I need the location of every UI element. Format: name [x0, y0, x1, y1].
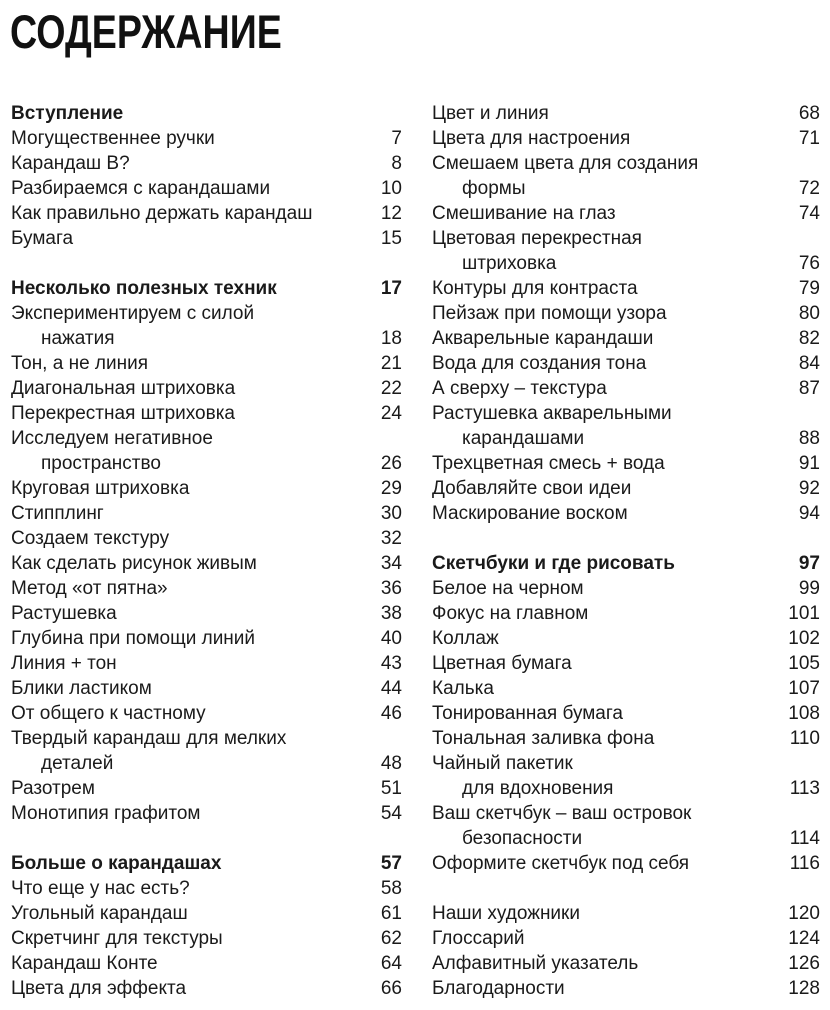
- toc-page-number: 113: [789, 778, 820, 799]
- toc-left-column: [11, 101, 402, 1001]
- toc-page-number: 72: [798, 178, 820, 199]
- toc-page-number: 88: [798, 428, 820, 449]
- toc-entry: [11, 926, 402, 951]
- toc-entry-title: Контуры для контраста: [432, 278, 638, 299]
- toc-entry-title: Что еще у нас есть?: [11, 878, 190, 899]
- toc-entry: [11, 601, 402, 626]
- toc-entry-title: Тональная заливка фона: [432, 728, 655, 749]
- toc-entry: [432, 701, 820, 726]
- toc-entry: [432, 901, 820, 926]
- toc-page-number: 8: [391, 153, 402, 174]
- toc-entry-title: Растушевка: [11, 603, 117, 624]
- toc-entry: [432, 826, 820, 851]
- toc-page-number: 71: [798, 128, 820, 149]
- toc-entry: [11, 126, 402, 151]
- toc-page-number: 48: [380, 753, 402, 774]
- toc-entry-title: Метод «от пятна»: [11, 578, 168, 599]
- toc-page-number: 51: [380, 778, 402, 799]
- toc-entry: [432, 451, 820, 476]
- toc-page-number: 7: [391, 128, 402, 149]
- toc-page-number: 120: [788, 903, 820, 924]
- toc-entry-title: Трехцветная смесь + вода: [432, 453, 665, 474]
- toc-entry-title: Тон, а не линия: [11, 353, 149, 374]
- toc-page-number: 124: [788, 928, 820, 949]
- toc-page-number: 99: [798, 578, 820, 599]
- toc-page-number: 58: [380, 878, 402, 899]
- toc-entry: [432, 176, 820, 201]
- toc-entry: [432, 426, 820, 451]
- toc-entry: [11, 151, 402, 176]
- toc-page-number: 105: [788, 653, 820, 674]
- toc-entry-title: От общего к частному: [11, 703, 206, 724]
- toc-entry: [432, 251, 820, 276]
- toc-entry-title: Больше о карандашах: [11, 853, 222, 874]
- toc-page-number: 30: [380, 503, 402, 524]
- toc-page-number: 22: [380, 378, 402, 399]
- toc-entry: [432, 226, 820, 251]
- toc-page-number: 82: [798, 328, 820, 349]
- toc-entry-title: Исследуем негативное: [11, 428, 213, 449]
- toc-entry-title: безопасности: [462, 828, 583, 849]
- toc-page-number: 97: [798, 553, 820, 574]
- toc-page-number: 66: [380, 978, 402, 999]
- toc-entry-title: Как правильно держать карандаш: [11, 203, 313, 224]
- toc-page-number: 38: [380, 603, 402, 624]
- toc-page-number: 24: [380, 403, 402, 424]
- toc-entry-title: карандашами: [462, 428, 585, 449]
- toc-entry-title: Стипплинг: [11, 503, 104, 524]
- toc-entry-title: Глоссарий: [432, 928, 525, 949]
- toc-page-number: 29: [380, 478, 402, 499]
- toc-entry: [11, 501, 402, 526]
- toc-entry: [11, 401, 402, 426]
- toc-entry: [11, 426, 402, 451]
- toc-page-number: 128: [788, 978, 820, 999]
- toc-entry-title: деталей: [41, 753, 114, 774]
- toc-page-number: 62: [380, 928, 402, 949]
- toc-page-number: 68: [798, 103, 820, 124]
- toc-page-number: 12: [380, 203, 402, 224]
- toc-entry: [11, 176, 402, 201]
- toc-entry: [11, 776, 402, 801]
- toc-entry-title: нажатия: [41, 328, 115, 349]
- toc-entry: [432, 326, 820, 351]
- toc-page-number: 80: [798, 303, 820, 324]
- toc-entry: [11, 301, 402, 326]
- toc-entry-title: для вдохновения: [462, 778, 614, 799]
- toc-page-number: 57: [380, 853, 402, 874]
- toc-page-number: 26: [380, 453, 402, 474]
- toc-entry-title: Белое на черном: [432, 578, 584, 599]
- toc-entry-title: Угольный карандаш: [11, 903, 188, 924]
- toc-page-number: 15: [380, 228, 402, 249]
- toc-entry: [11, 551, 402, 576]
- toc-entry: [11, 326, 402, 351]
- toc-entry-title: Скетчбуки и где рисовать: [432, 553, 675, 574]
- section-gap: [11, 826, 402, 851]
- toc-page-number: 17: [380, 278, 402, 299]
- section-gap: [432, 526, 820, 551]
- toc-entry: [432, 576, 820, 601]
- toc-entry: [432, 776, 820, 801]
- toc-entry-title: Пейзаж при помощи узора: [432, 303, 667, 324]
- toc-page-number: 44: [380, 678, 402, 699]
- toc-entry-title: Алфавитный указатель: [432, 953, 639, 974]
- toc-entry-title: Блики ластиком: [11, 678, 152, 699]
- toc-page-number: 94: [798, 503, 820, 524]
- toc-entry-title: Перекрестная штриховка: [11, 403, 236, 424]
- toc-entry: [432, 151, 820, 176]
- toc-entry: [432, 926, 820, 951]
- toc-page-number: 46: [380, 703, 402, 724]
- toc-entry-title: Линия + тон: [11, 653, 117, 674]
- toc-entry-title: Чайный пакетик: [432, 753, 573, 774]
- toc-page-number: 40: [380, 628, 402, 649]
- toc-entry-title: Разотрем: [11, 778, 95, 799]
- toc-entry: [11, 701, 402, 726]
- toc-entry: [11, 801, 402, 826]
- toc-page-number: 34: [380, 553, 402, 574]
- toc-entry-title: Тонированная бумага: [432, 703, 623, 724]
- toc-entry-title: Монотипия графитом: [11, 803, 201, 824]
- toc-entry: [11, 901, 402, 926]
- toc-entry-title: Диагональная штриховка: [11, 378, 236, 399]
- toc-entry-title: Круговая штриховка: [11, 478, 190, 499]
- toc-entry: [11, 626, 402, 651]
- toc-right-column: [432, 101, 820, 1001]
- toc-page-number: 91: [798, 453, 820, 474]
- toc-entry: [11, 976, 402, 1001]
- toc-page-number: 126: [788, 953, 820, 974]
- toc-entry: [11, 951, 402, 976]
- toc-entry-title: Смешивание на глаз: [432, 203, 616, 224]
- toc-entry-title: штриховка: [462, 253, 557, 274]
- toc-entry-title: Смешаем цвета для создания: [432, 153, 699, 174]
- toc-entry-title: Наши художники: [432, 903, 580, 924]
- toc-entry-title: Вода для создания тона: [432, 353, 647, 374]
- toc-entry-title: Благодарности: [432, 978, 565, 999]
- toc-page-number: 110: [789, 728, 820, 749]
- toc-page-number: 76: [798, 253, 820, 274]
- toc-entry-title: Могущественнее ручки: [11, 128, 215, 149]
- section-gap: [11, 251, 402, 276]
- toc-entry: [432, 976, 820, 1001]
- toc-entry-title: Акварельные карандаши: [432, 328, 654, 349]
- toc-page-number: 64: [380, 953, 402, 974]
- toc-section-heading: [11, 851, 402, 876]
- toc-page-number: 102: [788, 628, 820, 649]
- toc-entry-title: Цвет и линия: [432, 103, 549, 124]
- toc-entry-title: Цветная бумага: [432, 653, 572, 674]
- toc-entry-title: Маскирование воском: [432, 503, 628, 524]
- toc-entry: [11, 726, 402, 751]
- toc-page-number: 54: [380, 803, 402, 824]
- toc-entry-title: Вступление: [11, 103, 124, 124]
- toc-entry: [432, 651, 820, 676]
- toc-entry: [11, 351, 402, 376]
- toc-entry: [432, 476, 820, 501]
- toc-entry-title: Карандаш В?: [11, 153, 130, 174]
- toc-entry: [432, 351, 820, 376]
- toc-entry: [432, 401, 820, 426]
- toc-section-heading: [432, 551, 820, 576]
- toc-entry-title: Карандаш Конте: [11, 953, 158, 974]
- toc-entry-title: пространство: [41, 453, 161, 474]
- toc-entry-title: Бумага: [11, 228, 74, 249]
- toc-page-number: 107: [788, 678, 820, 699]
- toc-page-number: 18: [380, 328, 402, 349]
- toc-page-number: 101: [788, 603, 820, 624]
- toc-entry: [432, 101, 820, 126]
- toc-entry-title: Как сделать рисунок живым: [11, 553, 257, 574]
- toc-page-number: 79: [798, 278, 820, 299]
- toc-entry-title: Растушевка акварельными: [432, 403, 672, 424]
- toc-page-number: 74: [798, 203, 820, 224]
- toc-entry: [432, 201, 820, 226]
- toc-page-number: 32: [380, 528, 402, 549]
- toc-entry: [11, 451, 402, 476]
- toc-entry: [432, 301, 820, 326]
- toc-entry: [11, 751, 402, 776]
- toc-entry-title: А сверху – текстура: [432, 378, 607, 399]
- toc-section-heading: [11, 276, 402, 301]
- toc-entry: [11, 576, 402, 601]
- toc-entry-title: Оформите скетчбук под себя: [432, 853, 690, 874]
- toc-entry: [432, 126, 820, 151]
- toc-entry: [11, 226, 402, 251]
- toc-entry-title: формы: [462, 178, 526, 199]
- toc-entry-title: Скретчинг для текстуры: [11, 928, 223, 949]
- toc-entry: [432, 376, 820, 401]
- toc-entry: [432, 676, 820, 701]
- toc-entry: [432, 276, 820, 301]
- toc-entry: [432, 501, 820, 526]
- toc-entry: [432, 801, 820, 826]
- toc-entry: [11, 526, 402, 551]
- toc-entry: [432, 951, 820, 976]
- toc-entry-title: Цвета для эффекта: [11, 978, 187, 999]
- toc-page-number: 87: [798, 378, 820, 399]
- toc-section-heading: [11, 101, 402, 126]
- toc-entry: [432, 851, 820, 876]
- toc-page-number: 114: [789, 828, 820, 849]
- toc-entry-title: Коллаж: [432, 628, 499, 649]
- toc-entry: [11, 201, 402, 226]
- toc-entry: [432, 601, 820, 626]
- toc-entry: [11, 651, 402, 676]
- toc-page-number: 84: [798, 353, 820, 374]
- toc-entry: [11, 676, 402, 701]
- page-title: СОДЕРЖАНИЕ: [10, 5, 282, 58]
- toc-entry: [11, 476, 402, 501]
- toc-entry-title: Цветовая перекрестная: [432, 228, 642, 249]
- section-gap: [432, 876, 820, 901]
- toc-entry-title: Цвета для настроения: [432, 128, 631, 149]
- toc-entry: [11, 876, 402, 901]
- toc-entry-title: Разбираемся с карандашами: [11, 178, 271, 199]
- toc-entry-title: Калька: [432, 678, 494, 699]
- toc-page-number: 61: [380, 903, 402, 924]
- toc-page-number: 92: [798, 478, 820, 499]
- toc-entry-title: Глубина при помощи линий: [11, 628, 256, 649]
- toc-entry-title: Фокус на главном: [432, 603, 589, 624]
- toc-page-number: 43: [380, 653, 402, 674]
- toc-page-number: 10: [380, 178, 402, 199]
- toc-entry-title: Твердый карандаш для мелких: [11, 728, 287, 749]
- toc-entry-title: Несколько полезных техник: [11, 278, 277, 299]
- toc-entry: [432, 726, 820, 751]
- toc-page-number: 116: [789, 853, 820, 874]
- toc-entry: [432, 751, 820, 776]
- toc-entry: [432, 626, 820, 651]
- toc-entry-title: Добавляйте свои идеи: [432, 478, 632, 499]
- toc-entry-title: Ваш скетчбук – ваш островок: [432, 803, 692, 824]
- toc-page-number: 36: [380, 578, 402, 599]
- toc-entry: [11, 376, 402, 401]
- toc-entry-title: Создаем текстуру: [11, 528, 170, 549]
- toc-page-number: 108: [788, 703, 820, 724]
- toc-page-number: 21: [380, 353, 402, 374]
- toc-entry-title: Экспериментируем с силой: [11, 303, 255, 324]
